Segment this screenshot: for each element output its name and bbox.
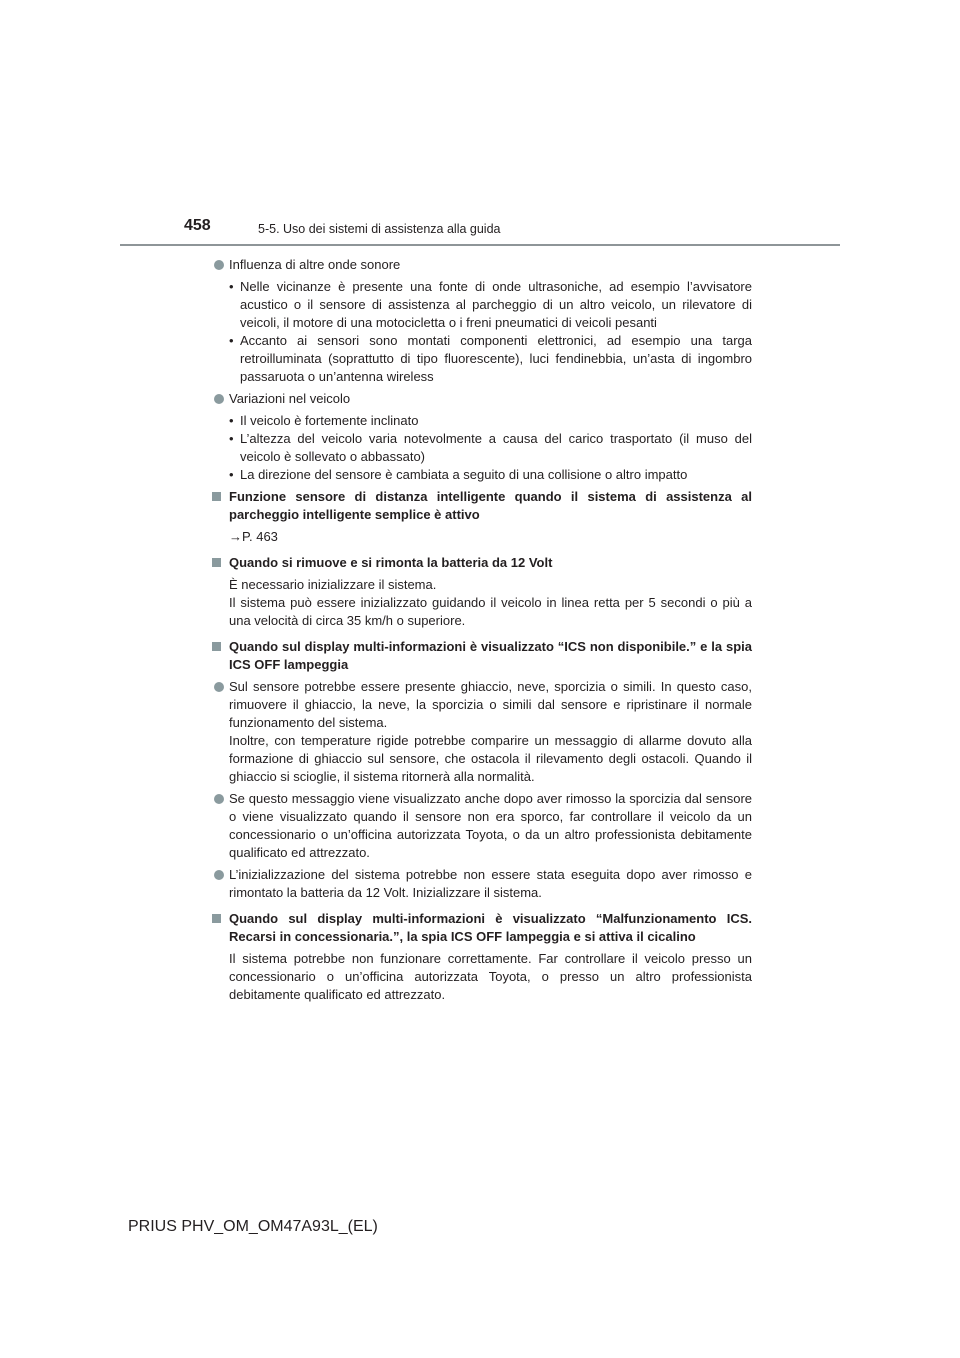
square-bullet-icon — [212, 642, 221, 651]
bullet-text: Inoltre, con temperature rigide potrebbe comparire un messaggio di allarme dovuto alla formazione di ghiaccio sul sensore, che ostacola il rilevamento degli ostacoli. Quando il ghiaccio si scioglie, il sistema ritornerà alla normalità. — [229, 733, 752, 784]
page-reference: →P. 463 — [229, 529, 278, 544]
bullet-heading: Variazioni nel veicolo — [229, 391, 351, 406]
section-heading — [210, 638, 752, 674]
section-heading-text: Quando sul display multi-informazioni è visualizzato “ICS non disponibile.” e la spia ICS OFF lampeggia — [229, 639, 752, 672]
bullet-item — [210, 866, 752, 902]
sub-item — [210, 430, 752, 466]
circle-bullet-icon — [214, 260, 224, 270]
circle-bullet-icon — [214, 870, 224, 880]
sub-item-text: L’altezza del veicolo varia notevolmente a causa del carico trasportato (il muso del veicolo è sollevato o abbassato) — [240, 431, 752, 464]
sub-item — [210, 278, 752, 332]
dot-marker-icon: • — [229, 467, 234, 482]
dot-marker-icon: • — [229, 279, 234, 294]
section-title: 5-5. Uso dei sistemi di assistenza alla guida — [258, 222, 501, 236]
page-number: 458 — [184, 217, 211, 234]
section-heading-text: Quando sul display multi-informazioni è visualizzato “Malfunzionamento ICS. Recarsi in concessionaria.”, la spia ICS OFF lampeggia e si attiva il cicalino — [229, 911, 752, 944]
bullet-item — [210, 790, 752, 862]
sub-item-text: Accanto ai sensori sono montati componenti elettronici, ad esempio una targa retroilluminata (soprattutto di tipo fluorescente), luci fendinebbia, un’asta di ingombro passaruota o un’antenna wireless — [240, 333, 752, 384]
header-divider — [120, 244, 840, 246]
section-heading — [210, 488, 752, 524]
circle-bullet-icon — [214, 794, 224, 804]
sub-item — [210, 332, 752, 386]
section-heading — [210, 910, 752, 946]
bullet-text: L’inizializzazione del sistema potrebbe non essere stata eseguita dopo aver rimosso e rimontato la batteria da 12 Volt. Inizializzare il sistema. — [229, 867, 752, 900]
sub-item — [210, 466, 752, 484]
bullet-item — [210, 390, 752, 408]
bullet-text: Se questo messaggio viene visualizzato anche dopo aver rimosso la sporcizia dal sensore o viene visualizzato quando il sensore non era sporco, far controllare il veicolo da un concessionario o un’officina autorizzata Toyota, o da un altro professionista debitamente qualificato ed attrezzato. — [229, 791, 752, 860]
bullet-heading: Influenza di altre onde sonore — [229, 257, 401, 272]
sub-item-text: Il veicolo è fortemente inclinato — [240, 413, 419, 428]
bullet-item — [210, 256, 752, 274]
page-content — [210, 256, 752, 1004]
circle-bullet-icon — [214, 394, 224, 404]
square-bullet-icon — [212, 914, 221, 923]
sub-item-text: La direzione del sensore è cambiata a seguito di una collisione o altro impatto — [240, 467, 688, 482]
square-bullet-icon — [212, 492, 221, 501]
sub-item — [210, 412, 752, 430]
paragraph: È necessario inizializzare il sistema. — [229, 577, 437, 592]
dot-marker-icon: • — [229, 413, 234, 428]
bullet-item — [210, 678, 752, 786]
circle-bullet-icon — [214, 682, 224, 692]
paragraph: Il sistema potrebbe non funzionare correttamente. Far controllare il veicolo presso un concessionario o un’officina autorizzata Toyota, o presso un altro professionista debitamente qualificato ed attrezzato. — [229, 951, 752, 1002]
document-code: PRIUS PHV_OM_OM47A93L_(EL) — [128, 1218, 378, 1235]
bullet-text: Sul sensore potrebbe essere presente ghiaccio, neve, sporcizia o simili. In questo caso, rimuovere il ghiaccio, la neve, la sporcizia o simili dal sensore e ripristinare il normale funzionamento del sistema. — [229, 679, 752, 730]
dot-marker-icon: • — [229, 333, 234, 348]
section-heading-text: Funzione sensore di distanza intelligente quando il sistema di assistenza al parcheggio intelligente semplice è attivo — [229, 489, 752, 522]
section-heading-text: Quando si rimuove e si rimonta la batteria da 12 Volt — [229, 555, 553, 570]
sub-item-text: Nelle vicinanze è presente una fonte di onde ultrasoniche, ad esempio l’avvisatore acustico o il sensore di assistenza al parcheggio di un altro veicolo, un rilevatore di veicoli, il motore di una motocicletta o i freni pneumatici di veicoli pesanti — [240, 279, 752, 330]
paragraph: Il sistema può essere inizializzato guidando il veicolo in linea retta per 5 secondi o più a una velocità di circa 35 km/h o superiore. — [229, 595, 752, 628]
square-bullet-icon — [212, 558, 221, 567]
section-heading — [210, 554, 752, 572]
dot-marker-icon: • — [229, 431, 234, 446]
